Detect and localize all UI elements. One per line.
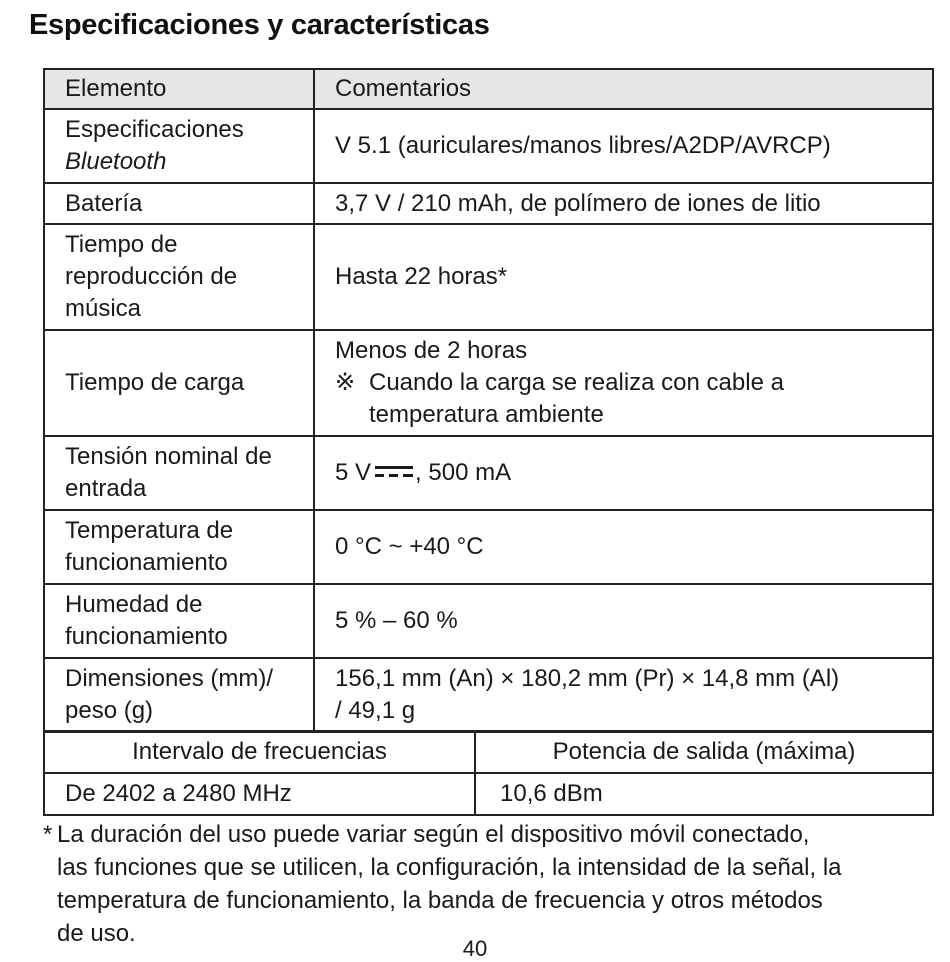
item-label-line: reproducción de <box>65 263 238 290</box>
reference-mark-icon: ※ <box>335 369 356 396</box>
value-cell: 5 % – 60 % <box>314 584 933 658</box>
dimensions-value: 156,1 mm (An) × 180,2 mm (Pr) × 14,8 mm (Al) <box>335 665 840 692</box>
value-cell: Hasta 22 horas* <box>314 224 933 330</box>
item-label-line: peso (g) <box>65 697 154 724</box>
frequency-range-value: De 2402 a 2480 MHz <box>44 773 475 815</box>
item-label-line: funcionamiento <box>65 549 228 576</box>
item-label-line: música <box>65 295 142 322</box>
charge-note-line: temperatura ambiente <box>369 401 604 428</box>
frequency-data-row <box>44 773 933 815</box>
table-row-input-voltage <box>44 436 933 510</box>
item-cell <box>44 584 314 658</box>
item-label: Especificaciones <box>65 116 244 143</box>
item-label-line: Humedad de <box>65 591 203 618</box>
item-cell <box>44 436 314 510</box>
item-cell <box>44 224 314 330</box>
table-row-playback-time <box>44 224 933 330</box>
table-row-battery <box>44 183 933 224</box>
header-output-power: Potencia de salida (máxima) <box>475 731 933 773</box>
value-cell: 0 °C ~ +40 °C <box>314 510 933 584</box>
item-label-line: Dimensiones (mm)/ <box>65 665 274 692</box>
current-value: , 500 mA <box>415 459 512 486</box>
footnote-star: * <box>43 821 53 848</box>
item-label-line: Temperatura de <box>65 517 234 544</box>
charge-note-line: Cuando la carga se realiza con cable a <box>369 369 784 396</box>
page-title: Especificaciones y características <box>29 9 490 41</box>
value-cell: 3,7 V / 210 mAh, de polímero de iones de litio <box>314 183 933 224</box>
output-power-value: 10,6 dBm <box>475 773 933 815</box>
item-label-line: funcionamiento <box>65 623 228 650</box>
table-header-row <box>44 69 933 109</box>
footnote-line: temperatura de funcionamiento, la banda de frecuencia y otros métodos <box>57 887 823 914</box>
header-frequency-range: Intervalo de frecuencias <box>44 731 475 773</box>
weight-value: / 49,1 g <box>335 697 416 724</box>
footnote-line: las funciones que se utilicen, la configuración, la intensidad de la señal, la <box>57 854 842 881</box>
item-label-line: entrada <box>65 475 147 502</box>
item-cell <box>44 510 314 584</box>
item-label-line: Tensión nominal de <box>65 443 272 470</box>
table-row-charge-time <box>44 330 933 436</box>
value-cell <box>314 658 933 732</box>
page-number: 40 <box>462 936 488 961</box>
item-label-italic: Bluetooth <box>65 148 167 175</box>
footnote <box>43 818 933 950</box>
item-cell <box>44 658 314 732</box>
table-row-dimensions <box>44 658 933 732</box>
dc-current-symbol-icon <box>375 465 413 479</box>
value-cell <box>314 436 933 510</box>
value-cell: V 5.1 (auriculares/manos libres/A2DP/AVRCP) <box>314 109 933 183</box>
footnote-line: La duración del uso puede variar según el dispositivo móvil conectado, <box>57 821 810 848</box>
item-cell <box>44 109 314 183</box>
frequency-header-row <box>44 731 933 773</box>
footnote-line: de uso. <box>57 920 136 947</box>
voltage-value: 5 V <box>335 459 372 486</box>
table-row-bluetooth <box>44 109 933 183</box>
value-cell <box>314 330 933 436</box>
item-label-line: Tiempo de <box>65 231 178 258</box>
table-row-operating-humidity <box>44 584 933 658</box>
table-row-operating-temperature <box>44 510 933 584</box>
frequency-table <box>43 730 934 816</box>
item-cell: Batería <box>44 183 314 224</box>
header-comments: Comentarios <box>314 69 933 109</box>
charge-time-value: Menos de 2 horas <box>335 337 528 364</box>
item-cell: Tiempo de carga <box>44 330 314 436</box>
header-item: Elemento <box>44 69 314 109</box>
specifications-table <box>43 68 934 733</box>
